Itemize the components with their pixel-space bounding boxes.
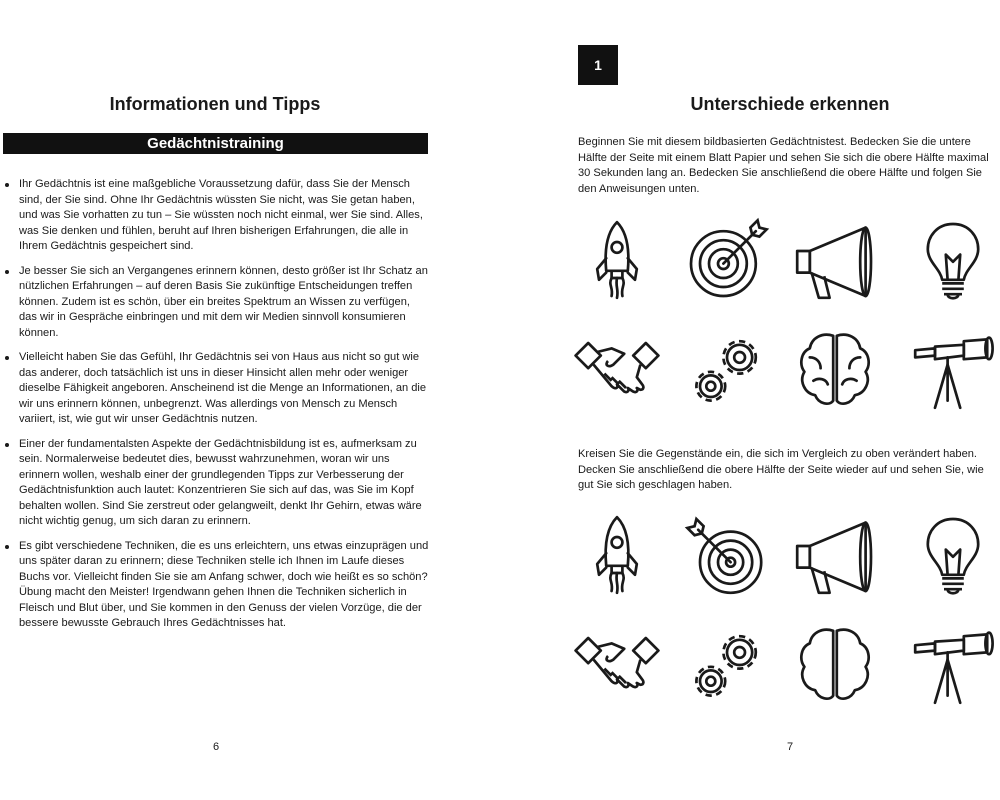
bullet-text: Einer der fundamentalsten Aspekte der Gedächtnisbildung ist es, aufmerksam zu sein. Normalerweise bedeutet dies, bewusst wahrzunehmen, woran wir uns erinnern wollen, weshalb einer der grundlegenden Tipps zur Verbesserung der Gedächtnisfunktion auch lautet: Konzentrieren Sie sich auf das, was Sie im Kopf behalten wollen. Sind Sie zerstreut oder gelangweilt, denkt Ihr Gehirn, etwas wäre nicht wichtig genug, um sich daran zu erinnern.: [19, 437, 422, 527]
bullet-text: Ihr Gedächtnis ist eine maßgebliche Voraussetzung dafür, dass Sie der Mensch sind, der Sie sind. Ohne Ihr Gedächtnis wüssten Sie nicht, was Sie getan haben, und was Sie vorhatten zu tun – Sie wüssten noch nicht einmal, wer Sie sind. Alles, was Sie denken und fühlen, beruht auf Ihren bisherigen Erfahrungen, die alle in Ihrem Gedächtnis gespeichert sind.: [19, 178, 423, 252]
lightbulb-icon: [908, 215, 998, 305]
page-number: 6: [212, 741, 220, 753]
megaphone-icon: [790, 215, 880, 305]
list-item: [4, 177, 430, 255]
list-item: [4, 437, 430, 530]
gears-icon: [682, 325, 772, 415]
chapter-badge: 1: [578, 45, 618, 85]
bullet-text: Je besser Sie sich an Vergangenes erinnern können, desto größer ist Ihr Schatz an nützlichen Erfahrungen – auf deren Basis Sie zukünftige Entscheidungen treffen können. Zudem ist es schön, über ein breites Spektrum an Wissen zu verfügen, das wir in Gespräche einbringen und mit dem wir Medien sinnvoll konsumieren können.: [19, 264, 428, 339]
telescope-icon: [908, 325, 998, 415]
bullet-dot: [5, 545, 9, 549]
page-number: 7: [786, 741, 794, 753]
right-page: [560, 0, 1000, 800]
instruction-paragraph: Kreisen Sie die Gegenstände ein, die sich im Vergleich zu oben verändert haben. Decken Sie anschließend die obere Hälfte der Seite wieder auf und sehen Sie, wie gut Sie sich geschlagen haben.: [578, 448, 984, 491]
left-page: [0, 0, 440, 800]
telescope-icon: [908, 620, 998, 710]
icon-grid-original: [578, 215, 1000, 405]
gears-icon: [682, 620, 772, 710]
rocket-icon: [572, 510, 662, 600]
list-item: [4, 539, 430, 632]
intro-paragraph: Beginnen Sie mit diesem bildbasierten Gedächtnistest. Bedecken Sie die untere Hälfte der Seite mit einem Blatt Papier und sehen Sie sich die obere Hälfte maximal 30 Sekunden lang an. Bedecken Sie anschließend die obere Hälfte und folgen Sie den Anweisungen unten.: [578, 136, 989, 195]
bullet-dot: [5, 443, 9, 447]
target-icon: [682, 510, 772, 600]
rocket-icon: [572, 215, 662, 305]
bullet-text: Vielleicht haben Sie das Gefühl, Ihr Gedächtnis sei von Haus aus nicht so gut wie das anderer, doch tatsächlich ist uns in dieser Hinsicht allen mehr oder weniger dieselbe Fähigkeit angeboren. Anscheinend ist die Menge an Informationen, an die wir uns erinnern können, unbegrenzt. Was allerdings von Mensch zu Mensch variiert, ist, wie gut wir unser Gedächtnis nutzen.: [19, 351, 427, 425]
icon-grid-changed: [578, 510, 1000, 700]
bullet-list: [4, 177, 430, 641]
handshake-icon: [572, 325, 662, 415]
list-item: [4, 264, 430, 342]
megaphone-icon: [790, 510, 880, 600]
section-heading: Gedächtnistraining: [3, 133, 428, 154]
target-icon: [682, 215, 772, 305]
list-item: [4, 350, 430, 428]
bullet-text: Es gibt verschiedene Techniken, die es uns erleichtern, uns etwas einzuprägen und uns später daran zu erinnern; diese Techniken stelle ich Ihnen im Laufe dieses Buchs vor. Vielleicht finden Sie sie am Anfang schwer, doch wie heißt es so schön? Übung macht den Meister! Irgendwann gehen Ihnen die Techniken sicherlich in Fleisch und Blut über, und Sie kommen in den Genuss der vielen Vorzüge, die der bessere bewusste Gebrauch Ihres Gedächtnisses hat.: [19, 539, 429, 629]
bullet-dot: [5, 183, 9, 187]
page-title: Unterschiede erkennen: [690, 94, 890, 114]
bullet-dot: [5, 356, 9, 360]
bullet-dot: [5, 270, 9, 274]
brain-icon: [790, 325, 880, 415]
lightbulb-icon: [908, 510, 998, 600]
page-title: Informationen und Tipps: [109, 94, 321, 114]
handshake-icon: [572, 620, 662, 710]
brain-icon: [790, 620, 880, 710]
